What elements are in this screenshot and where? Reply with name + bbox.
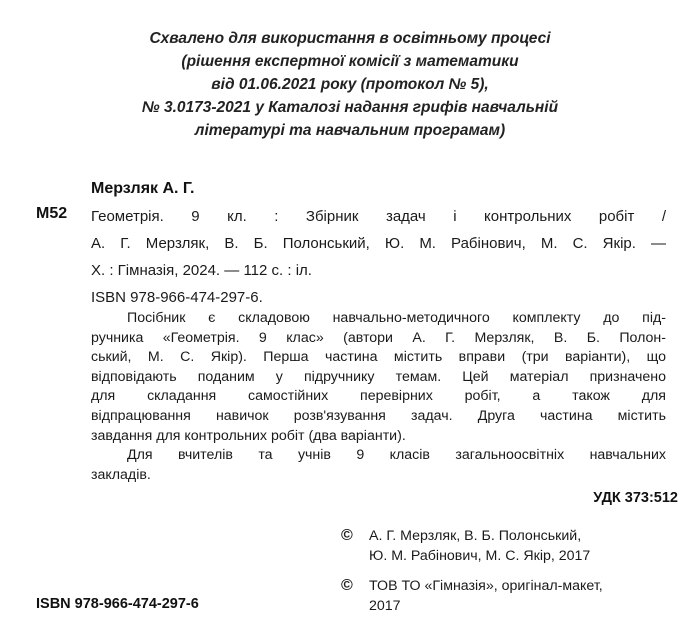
biblio-line: А. Г. Мерзляк, В. Б. Полонський, Ю. М. Рабінович, М. С. Якір. — <box>91 235 666 252</box>
approval-line: літературі та навчальним програмам) <box>194 122 506 139</box>
abstract-line: завдання для контрольних робіт (два варіанти). <box>91 427 406 444</box>
abstract <box>91 309 666 485</box>
biblio-line: Геометрія. 9 кл. : Збірник задач і контрольних робіт / <box>91 208 666 225</box>
library-code: М52 <box>36 205 68 222</box>
isbn: ISBN 978-966-474-297-6 <box>36 596 199 612</box>
copyright-publisher <box>341 577 686 616</box>
audience-line: Для вчителів та учнів 9 класів загальноосвітніх навчальних <box>127 447 666 464</box>
abstract-line: ручника «Геометрія. 9 клас» (автори А. Г. Мерзляк, В. Б. Полон- <box>91 329 666 346</box>
author-heading: Мерзляк А. Г. <box>91 180 195 197</box>
abstract-line: Посібник є складовою навчально-методичного комплекту до під- <box>127 310 666 326</box>
approval-notice <box>60 27 640 142</box>
approval-line: Схвалено для використання в освітньому процесі <box>149 30 551 47</box>
copyright-line: А. Г. Мерзляк, В. Б. Полонський, <box>369 528 582 544</box>
approval-line: від 01.06.2021 року (протокол № 5), <box>211 76 489 93</box>
copyright-icon: © <box>341 527 353 544</box>
audience-line: закладів. <box>91 466 151 483</box>
copyright-line: ТОВ ТО «Гімназія», оригінал-макет, <box>369 578 603 595</box>
udk-code: УДК 373:512 <box>593 490 678 506</box>
approval-line: (рішення експертної комісії з математики <box>181 53 519 70</box>
copyright-line: Ю. М. Рабінович, М. С. Якір, 2017 <box>369 547 591 564</box>
abstract-line: відповідають поданим у підручнику темам. Цей матеріал призначено <box>91 368 666 385</box>
approval-line: № 3.0173-2021 у Каталозі надання грифів навчальній <box>141 99 559 116</box>
bibliographic-description <box>91 203 666 311</box>
copyright-line: 2017 <box>369 597 401 614</box>
copyright-icon: © <box>341 577 353 595</box>
abstract-line: відпрацювання навичок розв'язування задач. Друга частина містить <box>91 407 666 424</box>
biblio-line: Х. : Гімназія, 2024. — 112 с. : іл. <box>91 262 312 279</box>
abstract-line: ський, М. С. Якір). Перша частина містить вправи (три варіанти), що <box>91 349 666 366</box>
abstract-line: для складання самостійних перевірних робіт, а також для <box>91 388 666 405</box>
biblio-isbn: ISBN 978-966-474-297-6. <box>91 289 263 306</box>
copyright-authors <box>341 527 686 566</box>
copyright-block <box>341 527 686 616</box>
